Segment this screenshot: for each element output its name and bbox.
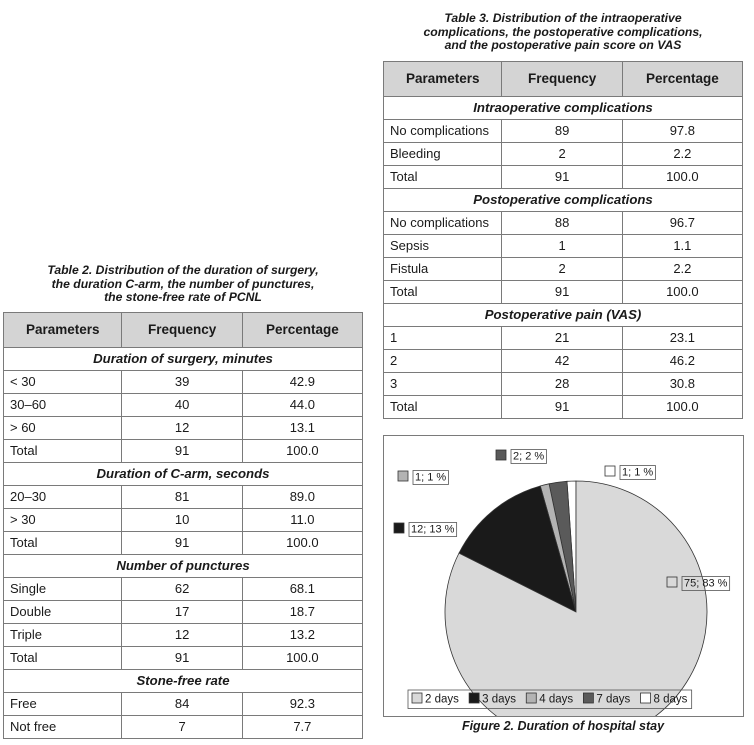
percentage-cell: 100.0 (622, 166, 742, 189)
table3 (383, 61, 743, 419)
percentage-cell: 13.1 (242, 417, 362, 440)
pie-data-label (394, 523, 457, 537)
figure2-chart (383, 435, 744, 717)
data-label-text: 1; 1 % (415, 471, 447, 484)
table3-caption-line: and the postoperative pain score on VAS (444, 38, 682, 53)
section-title: Stone-free rate (4, 670, 363, 693)
section-row (4, 555, 363, 578)
row-label: 2 (384, 350, 502, 373)
table-row (384, 212, 743, 235)
frequency-cell: 91 (502, 281, 622, 304)
section-title: Postoperative pain (VAS) (384, 304, 743, 327)
table2-caption (3, 264, 363, 305)
table-row (4, 371, 363, 394)
percentage-cell: 46.2 (622, 350, 742, 373)
table-row (384, 396, 743, 419)
frequency-cell: 12 (122, 624, 242, 647)
figure2-caption-text: Figure 2. Duration of hospital stay (461, 719, 665, 733)
row-label: Total (384, 396, 502, 419)
data-label-text: 1; 1 % (622, 466, 654, 479)
frequency-cell: 91 (122, 647, 242, 670)
legend-label: 3 days (482, 693, 517, 706)
table-row (4, 440, 363, 463)
table-row (4, 394, 363, 417)
frequency-cell: 12 (122, 417, 242, 440)
row-label: Not free (4, 716, 122, 739)
table-row (384, 258, 743, 281)
frequency-cell: 42 (502, 350, 622, 373)
percentage-cell: 92.3 (242, 693, 362, 716)
column-header: Parameters (384, 62, 502, 97)
frequency-cell: 91 (502, 396, 622, 419)
legend-swatch (583, 693, 593, 703)
frequency-cell: 88 (502, 212, 622, 235)
row-label: Single (4, 578, 122, 601)
percentage-cell: 11.0 (242, 509, 362, 532)
legend-swatch (412, 693, 422, 703)
table3-caption-line: Table 3. Distribution of the intraoperative (444, 11, 682, 25)
row-label: Sepsis (384, 235, 502, 258)
percentage-cell: 97.8 (622, 120, 742, 143)
frequency-cell: 2 (502, 258, 622, 281)
table-row (4, 578, 363, 601)
frequency-cell: 91 (502, 166, 622, 189)
table3-caption (383, 12, 743, 53)
column-header: Parameters (4, 313, 122, 348)
pie-slice-2-days (445, 481, 707, 716)
frequency-cell: 21 (502, 327, 622, 350)
section-title: Duration of surgery, minutes (4, 348, 363, 371)
table-row (384, 373, 743, 396)
table-row (4, 417, 363, 440)
table2 (3, 312, 363, 739)
data-label-swatch (605, 466, 615, 476)
percentage-cell: 2.2 (622, 143, 742, 166)
percentage-cell: 18.7 (242, 601, 362, 624)
table-row (4, 624, 363, 647)
section-title: Postoperative complications (384, 189, 743, 212)
frequency-cell: 1 (502, 235, 622, 258)
table-row (384, 235, 743, 258)
frequency-cell: 28 (502, 373, 622, 396)
frequency-cell: 2 (502, 143, 622, 166)
frequency-cell: 91 (122, 440, 242, 463)
percentage-cell: 2.2 (622, 258, 742, 281)
legend-label: 4 days (539, 693, 574, 706)
frequency-cell: 7 (122, 716, 242, 739)
row-label: Free (4, 693, 122, 716)
pie-data-label (605, 466, 655, 480)
table-row (384, 350, 743, 373)
legend-label: 7 days (596, 693, 631, 706)
table-row (4, 486, 363, 509)
frequency-cell: 84 (122, 693, 242, 716)
percentage-cell: 100.0 (242, 532, 362, 555)
row-label: Fistula (384, 258, 502, 281)
legend-swatch (641, 693, 651, 703)
row-label: Bleeding (384, 143, 502, 166)
frequency-cell: 10 (122, 509, 242, 532)
section-title: Intraoperative complications (384, 97, 743, 120)
percentage-cell: 23.1 (622, 327, 742, 350)
column-header: Frequency (502, 62, 622, 97)
row-label: No complications (384, 212, 502, 235)
section-title: Number of punctures (4, 555, 363, 578)
row-label: Triple (4, 624, 122, 647)
percentage-cell: 100.0 (242, 440, 362, 463)
row-label: Total (384, 166, 502, 189)
frequency-cell: 40 (122, 394, 242, 417)
table-row (384, 281, 743, 304)
table-row (4, 601, 363, 624)
pie-data-label (398, 471, 448, 485)
table-row (4, 509, 363, 532)
legend-swatch (526, 693, 536, 703)
frequency-cell: 17 (122, 601, 242, 624)
legend-label: 2 days (425, 693, 459, 706)
frequency-cell: 39 (122, 371, 242, 394)
figure2-caption (383, 720, 743, 734)
percentage-cell: 1.1 (622, 235, 742, 258)
frequency-cell: 89 (502, 120, 622, 143)
row-label: > 60 (4, 417, 122, 440)
frequency-cell: 91 (122, 532, 242, 555)
percentage-cell: 89.0 (242, 486, 362, 509)
table3-caption-line: complications, the postoperative complications, (423, 24, 703, 39)
percentage-cell: 13.2 (242, 624, 362, 647)
frequency-cell: 81 (122, 486, 242, 509)
row-label: Total (4, 440, 122, 463)
percentage-cell: 7.7 (242, 716, 362, 739)
row-label: Double (4, 601, 122, 624)
table2-caption-line: Table 2. Distribution of the duration of surgery, (47, 263, 319, 277)
table-row (4, 693, 363, 716)
data-label-swatch (667, 577, 677, 587)
data-label-text: 2; 2 % (513, 450, 545, 463)
table-row (4, 647, 363, 670)
row-label: Total (4, 647, 122, 670)
section-row (4, 670, 363, 693)
row-label: 20–30 (4, 486, 122, 509)
percentage-cell: 68.1 (242, 578, 362, 601)
column-header: Percentage (242, 313, 362, 348)
row-label: > 30 (4, 509, 122, 532)
percentage-cell: 100.0 (622, 396, 742, 419)
pie-chart-svg (384, 436, 743, 716)
data-label-swatch (398, 471, 408, 481)
section-row (384, 304, 743, 327)
row-label: < 30 (4, 371, 122, 394)
row-label: Total (384, 281, 502, 304)
data-label-swatch (496, 450, 506, 460)
section-row (384, 97, 743, 120)
table-row (384, 327, 743, 350)
legend-label: 8 days (653, 693, 688, 706)
section-row (4, 348, 363, 371)
data-label-swatch (394, 523, 404, 533)
row-label: 1 (384, 327, 502, 350)
table-row (384, 166, 743, 189)
row-label: 3 (384, 373, 502, 396)
section-row (4, 463, 363, 486)
data-label-text: 12; 13 % (411, 523, 455, 536)
table-row (4, 532, 363, 555)
table-header-row (4, 313, 363, 348)
table-header-row (384, 62, 743, 97)
percentage-cell: 100.0 (622, 281, 742, 304)
row-label: Total (4, 532, 122, 555)
percentage-cell: 96.7 (622, 212, 742, 235)
table2-caption-line: the stone-free rate of PCNL (104, 290, 262, 305)
table-row (384, 143, 743, 166)
row-label: 30–60 (4, 394, 122, 417)
pie-data-label (496, 450, 546, 464)
legend-swatch (469, 693, 479, 703)
percentage-cell: 42.9 (242, 371, 362, 394)
column-header: Frequency (122, 313, 242, 348)
column-header: Percentage (622, 62, 742, 97)
table-row (4, 716, 363, 739)
data-label-text: 75; 83 % (684, 577, 728, 590)
percentage-cell: 44.0 (242, 394, 362, 417)
percentage-cell: 30.8 (622, 373, 742, 396)
section-title: Duration of C-arm, seconds (4, 463, 363, 486)
table2-caption-line: the duration C-arm, the number of punctures, (51, 276, 315, 291)
percentage-cell: 100.0 (242, 647, 362, 670)
row-label: No complications (384, 120, 502, 143)
table-row (384, 120, 743, 143)
frequency-cell: 62 (122, 578, 242, 601)
section-row (384, 189, 743, 212)
